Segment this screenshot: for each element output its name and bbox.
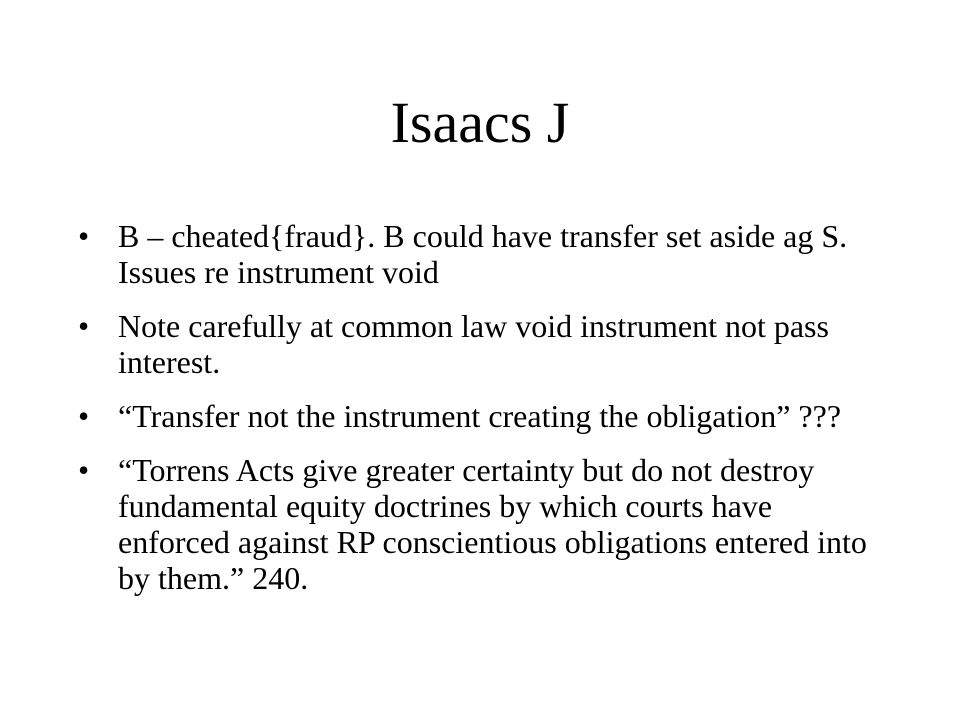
bullet-item	[78, 308, 878, 380]
bullet-list	[78, 218, 878, 614]
bullet-item	[78, 398, 878, 434]
bullet-item	[78, 452, 878, 596]
slide-title: Isaacs J	[390, 90, 570, 155]
bullet-text: “Torrens Acts give greater certainty but do not destroy fundamental equity doctrines by which courts have enforced against RP conscientious obligations entered into by them.” 240.	[118, 452, 867, 596]
bullet-point-icon: •	[78, 398, 90, 434]
bullet-point-icon: •	[78, 308, 90, 344]
bullet-text: “Transfer not the instrument creating the obligation” ???	[118, 398, 842, 434]
bullet-text: B – cheated{fraud}. B could have transfer set aside ag S. Issues re instrument void	[118, 218, 848, 290]
bullet-point-icon: •	[78, 452, 90, 488]
bullet-item	[78, 218, 878, 290]
bullet-point-icon: •	[78, 218, 90, 254]
bullet-text: Note carefully at common law void instrument not pass interest.	[118, 308, 829, 380]
